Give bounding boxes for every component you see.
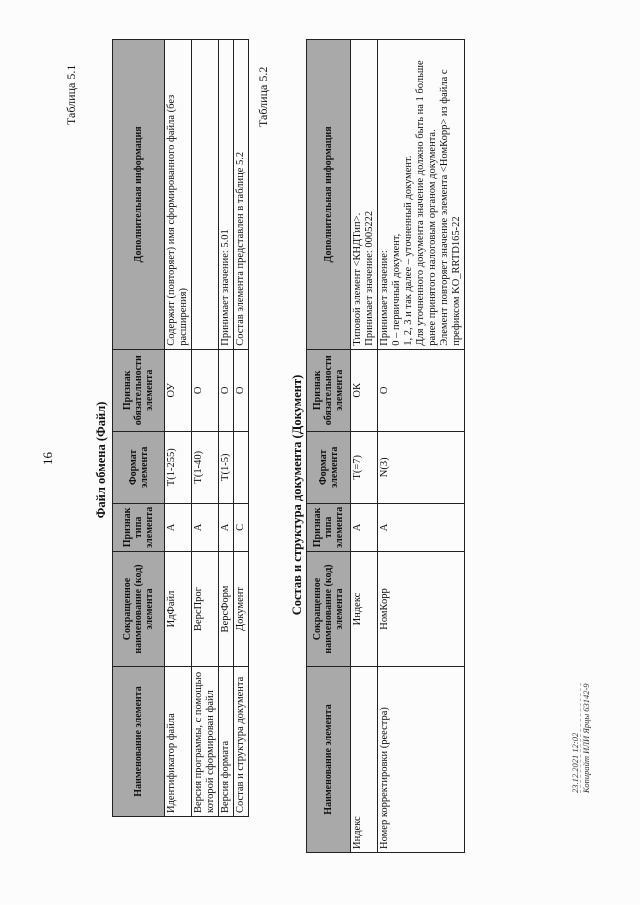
table-cell: С [234, 503, 249, 551]
table-cell: ВерсФорм [219, 552, 234, 667]
info-line: Типовой элемент <КНДТип>. [352, 212, 363, 346]
table-row [219, 40, 234, 817]
table1-header-row [113, 40, 165, 817]
table-cell: ВерсПрог [192, 552, 219, 667]
info-line: 0 – первичный документ, [391, 233, 402, 346]
table-cell: T(1-255) [165, 431, 192, 503]
table2-header-cell: Признак обязательности элемента [307, 349, 351, 431]
info-line: Для уточненного документа значение должно быть на 1 больше ранее принятого налоговым органом документа. [415, 60, 438, 346]
table2-title: Состав и структура документа (Документ) [290, 374, 304, 616]
table-cell: T(=7) [351, 431, 378, 503]
table-cell: ОУ [165, 349, 192, 431]
table-cell: Индекс [351, 667, 378, 853]
table-row [234, 40, 249, 817]
table-cell: А [165, 503, 192, 551]
table1-header-cell: Признак обязательности элемента [113, 349, 165, 431]
table-cell: О [192, 349, 219, 431]
table-cell: А [378, 503, 465, 551]
table1-title: Файл обмена (Файл) [94, 401, 108, 519]
table-cell: О [378, 349, 465, 431]
table2-label: Таблица 5.2 [256, 66, 270, 127]
table-row [351, 40, 378, 853]
table2-header-cell: Сокращенное наименование (код) элемента [307, 552, 351, 667]
info-line: Принимает значение: 0005222 [364, 210, 375, 346]
table-cell: ОК [351, 349, 378, 431]
table-cell: А [219, 503, 234, 551]
table-cell: Принимает значение: 5.01 [219, 40, 234, 350]
table-cell: T(1-40) [192, 431, 219, 503]
table-cell: О [234, 349, 249, 431]
table1-header-cell: Дополнительная информация [113, 40, 165, 350]
table2-header-cell: Формат элемента [307, 431, 351, 503]
table-cell: Состав и структура документа [234, 667, 249, 817]
table1-header-cell: Формат элемента [113, 431, 165, 503]
table-cell: Состав элемента представлен в таблице 5.2 [234, 40, 249, 350]
footer-source: Копирайт ИЛИ Ярцы 63142-9 [581, 683, 591, 793]
table-cell: Индекс [351, 552, 378, 667]
table-cell: Версия программы, с помощью которой сформирован файл [192, 667, 219, 817]
table2-header-cell: Признак типа элемента [307, 503, 351, 551]
table-cell: О [219, 349, 234, 431]
page-number: 16 [40, 452, 55, 465]
table-cell: Версия формата [219, 667, 234, 817]
table-cell: Содержит (повторяет) имя сформированного файла (без расширения) [165, 40, 192, 350]
table-cell [234, 431, 249, 503]
table-cell: T(1-5) [219, 431, 234, 503]
table-cell: ИдФайл [165, 552, 192, 667]
table2-header-cell: Дополнительная информация [307, 40, 351, 350]
info-line: 1, 2, 3 и так далее – уточненный документ. [403, 155, 414, 346]
table-cell: N(3) [378, 431, 465, 503]
table2 [306, 39, 465, 853]
table-cell: А [192, 503, 219, 551]
table1 [112, 39, 249, 817]
table1-header-cell: Наименование элемента [113, 667, 165, 817]
table-cell: А [351, 503, 378, 551]
table-row [192, 40, 219, 817]
table1-header-cell: Сокращенное наименование (код) элемента [113, 552, 165, 667]
table-cell [351, 40, 378, 350]
table-cell [378, 40, 465, 350]
footer-stamp [570, 683, 591, 793]
info-line: Элемент повторяет значение элемента <НомКорр> из файла с префиксом KO_RRTD165-22 [439, 69, 462, 346]
table-cell: Идентификатор файла [165, 667, 192, 817]
table-cell [192, 40, 219, 350]
table-row [378, 40, 465, 853]
table-row [165, 40, 192, 817]
table-cell: Номер корректировки (реестра) [378, 667, 465, 853]
table2-header-cell: Наименование элемента [307, 667, 351, 853]
info-line: Принимает значение: [379, 250, 390, 346]
table1-label: Таблица 5.1 [64, 64, 78, 125]
footer-date: 23.12.2021 12:02 [570, 683, 581, 793]
table-cell: Документ [234, 552, 249, 667]
table-cell: НомКорр [378, 552, 465, 667]
table1-header-cell: Признак типа элемента [113, 503, 165, 551]
table2-header-row [307, 40, 351, 853]
